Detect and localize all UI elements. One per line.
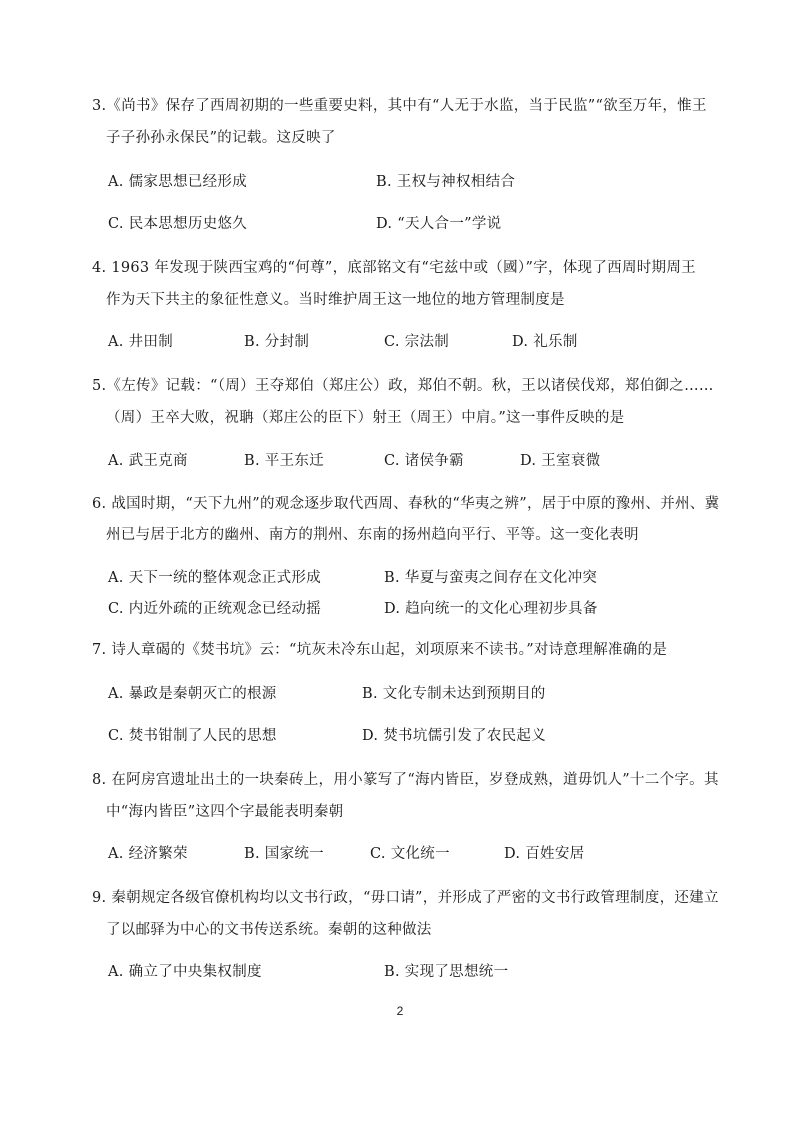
question-3-option-c: C. 民本思想历史悠久 xyxy=(108,216,248,232)
question-5-option-d: D. 王室衰微 xyxy=(520,453,601,469)
question-6-option-c: C. 内近外疏的正统观念已经动摇 xyxy=(108,601,322,617)
question-8-option-b: B. 国家统一 xyxy=(244,846,324,862)
question-4-option-a: A. 井田制 xyxy=(108,334,173,350)
question-5-line-2: （周）王卒大败，祝聃（郑庄公的臣下）射王（周王）中肩。”这一事件反映的是 xyxy=(106,410,625,426)
question-8-option-d: D. 百姓安居 xyxy=(504,846,585,862)
question-5-option-b: B. 平王东迁 xyxy=(244,453,324,469)
question-7-option-d: D. 焚书坑儒引发了农民起义 xyxy=(362,728,547,744)
question-4-option-d: D. 礼乐制 xyxy=(512,334,578,350)
question-3-option-a: A. 儒家思想已经形成 xyxy=(108,174,247,190)
question-8-option-a: A. 经济繁荣 xyxy=(108,846,188,862)
question-5-option-c: C. 诸侯争霸 xyxy=(384,453,464,469)
question-9-option-a: A. 确立了中央集权制度 xyxy=(108,964,262,980)
question-3-line-1: 3.《尚书》保存了西周初期的一些重要史料，其中有“人无于水监，当于民监”“欲至万年，惟王 xyxy=(92,98,707,114)
question-4-line-2: 作为天下共主的象征性意义。当时维护周王这一地位的地方管理制度是 xyxy=(106,292,565,308)
question-6-option-d: D. 趋向统一的文化心理初步具备 xyxy=(384,601,598,617)
question-6-option-b: B. 华夏与蛮夷之间存在文化冲突 xyxy=(384,570,598,586)
question-8-line-1: 8. 在阿房宫遗址出土的一块秦砖上，用小篆写了“海内皆臣，岁登成熟，道毋饥人”十二个字。其 xyxy=(92,772,719,788)
question-6-option-a: A. 天下一统的整体观念正式形成 xyxy=(108,570,321,586)
question-3-line-2: 子子孙孙永保民”的记载。这反映了 xyxy=(106,130,336,146)
question-7-option-b: B. 文化专制未达到预期目的 xyxy=(362,686,546,702)
question-6-line-1: 6. 战国时期，“天下九州”的观念逐步取代西周、春秋的“华夷之辨”，居于中原的豫州、并州、冀 xyxy=(92,496,720,512)
question-4-line-1: 4. 1963 年发现于陕西宝鸡的“何尊”，底部铭文有“宅兹中或（國）”字，体现了西周时期周王 xyxy=(92,260,696,276)
page-number: 2 xyxy=(396,1004,404,1018)
question-9-option-b: B. 实现了思想统一 xyxy=(384,964,509,980)
question-7-line-1: 7. 诗人章碣的《焚书坑》云：“坑灰未冷东山起，刘项原来不读书。”对诗意理解准确的是 xyxy=(92,642,668,658)
question-9-line-1: 9. 秦朝规定各级官僚机构均以文书行政，“毋口请”，并形成了严密的文书行政管理制度，还建立 xyxy=(92,890,719,906)
question-3-option-d: D. “天人合一”学说 xyxy=(376,216,502,232)
question-9-line-2: 了以邮驿为中心的文书传送系统。秦朝的这种做法 xyxy=(106,922,432,938)
question-4-option-b: B. 分封制 xyxy=(244,334,310,350)
question-7-option-a: A. 暴政是秦朝灭亡的根源 xyxy=(108,686,277,702)
question-6-line-2: 州已与居于北方的幽州、南方的荆州、东南的扬州趋向平行、平等。这一变化表明 xyxy=(106,527,639,543)
question-3-option-b: B. 王权与神权相结合 xyxy=(376,174,516,190)
question-8-option-c: C. 文化统一 xyxy=(370,846,450,862)
question-8-line-2: 中“海内皆臣”这四个字最能表明秦朝 xyxy=(106,804,344,820)
question-4-option-c: C. 宗法制 xyxy=(384,334,450,350)
question-7-option-c: C. 焚书钳制了人民的思想 xyxy=(108,728,277,744)
question-5-option-a: A. 武王克商 xyxy=(108,453,188,469)
question-5-line-1: 5.《左传》记载：“（周）王夺郑伯（郑庄公）政，郑伯不朝。秋，王以诸侯伐郑，郑伯御之…… xyxy=(92,378,714,394)
